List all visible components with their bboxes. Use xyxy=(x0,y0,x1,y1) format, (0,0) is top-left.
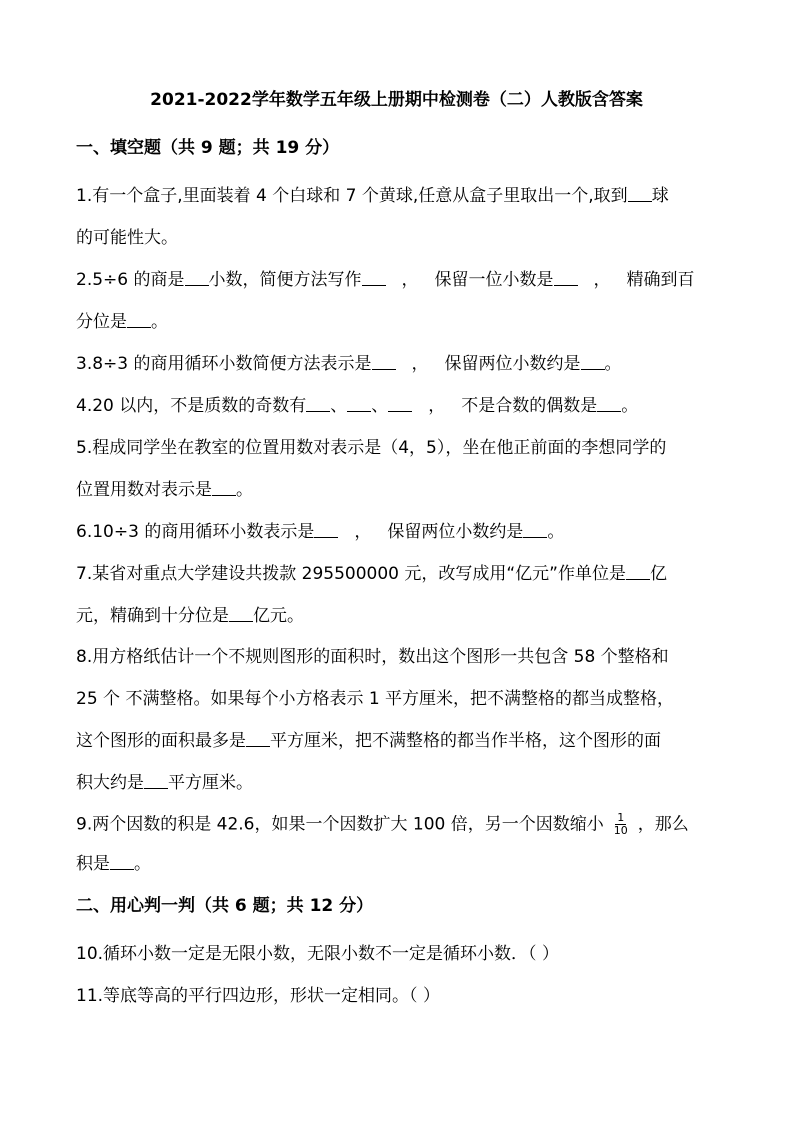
question-1-line-2 xyxy=(76,226,736,250)
answer-blank[interactable] xyxy=(581,353,605,370)
question-text: 3.8÷3 的商用循环小数简便方法表示是 xyxy=(76,354,372,374)
question-text: 保留两位小数约是 xyxy=(444,354,581,374)
answer-blank[interactable] xyxy=(554,269,578,286)
question-text: 2.5÷6 的商是 xyxy=(76,270,185,290)
question-text: 5.程成同学坐在教室的位置用数对表示是（4，5），坐在他正前面的李想同学的 xyxy=(76,438,667,458)
question-5-line-2 xyxy=(76,478,736,502)
fraction xyxy=(612,812,630,837)
question-6 xyxy=(76,520,736,544)
question-text: 6.10÷3 的商用循环小数表示是 xyxy=(76,522,315,542)
question-text: 保留两位小数约是 xyxy=(387,522,524,542)
question-text: 25 个 不满整格。如果每个小方格表示 1 平方厘米，把不满整格的都当成整格， xyxy=(76,689,675,709)
question-text: 这个图形的面积最多是 xyxy=(76,731,246,751)
question-2-line-2 xyxy=(76,310,736,334)
question-8-line-2 xyxy=(76,687,736,711)
question-text: 的可能性大。 xyxy=(76,228,178,248)
answer-blank[interactable] xyxy=(229,605,253,622)
question-9-line-2 xyxy=(76,852,736,876)
answer-blank[interactable] xyxy=(388,395,412,412)
question-text: 。 xyxy=(547,522,565,542)
question-text: ，那么 xyxy=(637,814,689,835)
document-title: 2021-2022学年数学五年级上册期中检测卷（二）人教版含答案 xyxy=(150,90,643,110)
question-text: 7.某省对重点大学建设共拨款 295500000 元，改写成用“亿元”作单位是 xyxy=(76,564,626,584)
answer-blank[interactable] xyxy=(212,479,236,496)
question-8-line-1 xyxy=(76,645,736,669)
question-text: ， xyxy=(401,270,419,290)
fraction-denominator: 10 xyxy=(613,824,628,837)
question-7-line-1 xyxy=(76,562,736,586)
question-text: 。 xyxy=(236,480,253,500)
question-text: 8.用方格纸估计一个不规则图形的面积时，数出这个图形一共包含 58 个整格和 xyxy=(76,647,669,667)
question-text: 元，精确到十分位是 xyxy=(76,606,229,626)
question-4 xyxy=(76,394,736,418)
question-text: 精确到百 xyxy=(626,270,695,290)
section-heading-true-false: 二、用心判一判（共 6 题；共 12 分） xyxy=(76,896,374,916)
question-5-line-1 xyxy=(76,436,736,460)
answer-blank[interactable] xyxy=(523,521,547,538)
question-text: 亿 xyxy=(649,564,667,584)
question-text: 1.有一个盒子,里面装着 4 个白球和 7 个黄球,任意从盒子里取出一个,取到 xyxy=(76,186,628,206)
answer-blank[interactable] xyxy=(626,563,650,580)
answer-blank[interactable] xyxy=(110,853,134,870)
question-text: 位置用数对表示是 xyxy=(76,480,212,500)
question-2-line-1 xyxy=(76,268,736,292)
question-text: 。 xyxy=(151,312,168,332)
question-1-line-1 xyxy=(76,184,736,208)
question-text: 9.两个因数的积是 42.6，如果一个因数扩大 100 倍，另一个因数缩小 xyxy=(76,814,604,835)
question-text: 亿元。 xyxy=(253,606,304,626)
section-heading-fill-blank: 一、填空题（共 9 题；共 19 分） xyxy=(76,138,340,158)
question-text: 积是 xyxy=(76,854,110,874)
question-text: ， xyxy=(593,270,611,290)
question-text: 。 xyxy=(621,396,639,416)
separator: 、 xyxy=(330,396,348,416)
question-7-line-2 xyxy=(76,604,736,628)
question-3 xyxy=(76,352,736,376)
answer-blank[interactable] xyxy=(185,269,209,286)
question-text: 平方厘米。 xyxy=(168,773,253,793)
answer-blank[interactable] xyxy=(347,395,371,412)
question-10: 10.循环小数一定是无限小数，无限小数不一定是循环小数．（ ） xyxy=(76,944,559,964)
question-text: 4.20 以内，不是质数的奇数有 xyxy=(76,396,307,416)
answer-blank[interactable] xyxy=(362,269,386,286)
separator: 、 xyxy=(371,396,389,416)
question-text: 分位是 xyxy=(76,312,127,332)
question-11: 11.等底等高的平行四边形，形状一定相同。（ ） xyxy=(76,986,440,1006)
question-8-line-3 xyxy=(76,729,736,753)
question-9-line-1 xyxy=(76,812,736,837)
answer-blank[interactable] xyxy=(127,311,151,328)
answer-blank[interactable] xyxy=(372,353,396,370)
question-text: ， xyxy=(354,522,372,542)
question-text: ， xyxy=(411,354,429,374)
answer-blank[interactable] xyxy=(597,395,621,412)
fraction-numerator: 1 xyxy=(617,811,625,824)
question-text: 保留一位小数是 xyxy=(434,270,554,290)
answer-blank[interactable] xyxy=(306,395,330,412)
answer-blank[interactable] xyxy=(628,185,652,202)
answer-blank[interactable] xyxy=(314,521,338,538)
question-text: 。 xyxy=(134,854,151,874)
question-text: 不是合数的偶数是 xyxy=(461,396,598,416)
question-text: ， xyxy=(428,396,446,416)
question-8-line-4 xyxy=(76,771,736,795)
question-text: 平方厘米，把不满整格的都当作半格，这个图形的面 xyxy=(270,731,661,751)
answer-blank[interactable] xyxy=(144,772,168,789)
question-text: 小数，简便方法写作 xyxy=(208,270,362,290)
answer-blank[interactable] xyxy=(246,730,270,747)
question-text: 积大约是 xyxy=(76,773,144,793)
question-text: 球 xyxy=(651,186,669,206)
question-text: 。 xyxy=(604,354,622,374)
